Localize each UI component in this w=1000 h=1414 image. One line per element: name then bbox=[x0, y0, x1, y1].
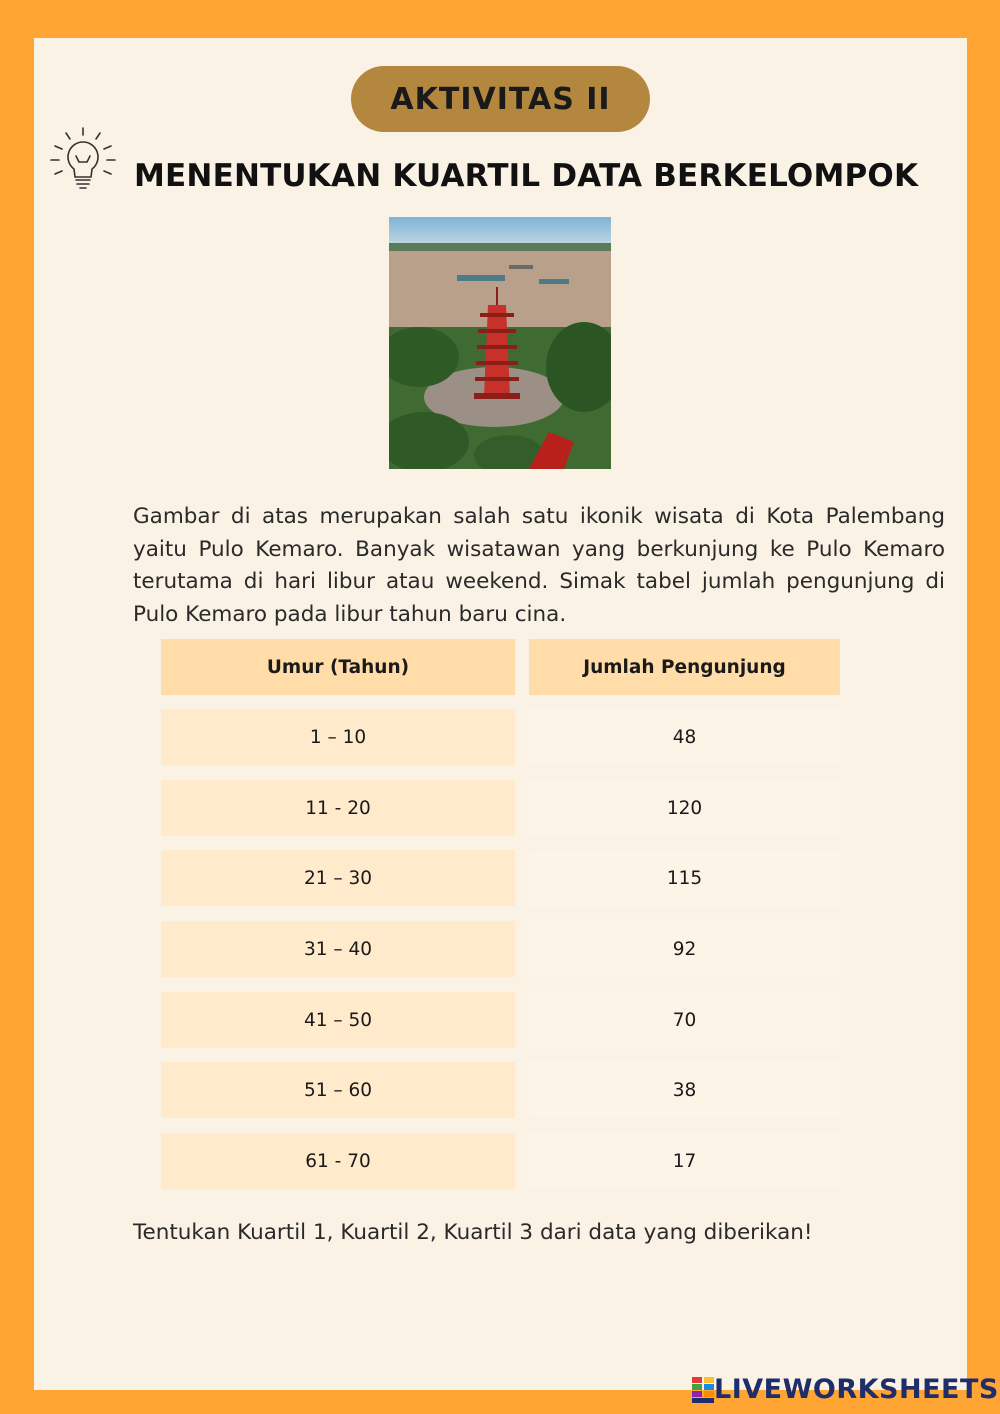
page-title: MENENTUKAN KUARTIL DATA BERKELOMPOK bbox=[134, 158, 919, 194]
table-cell-age: 11 - 20 bbox=[161, 780, 515, 836]
table-cell-age: 21 – 30 bbox=[161, 850, 515, 906]
table-cell-age: 61 - 70 bbox=[161, 1133, 515, 1189]
table-cell-age: 1 – 10 bbox=[161, 709, 515, 765]
liveworksheets-brand[interactable] bbox=[692, 1374, 999, 1405]
table-cell-visitors: 38 bbox=[529, 1062, 840, 1118]
liveworksheets-logo-icon bbox=[692, 1377, 714, 1403]
activity-badge: AKTIVITAS II bbox=[351, 66, 650, 132]
instruction-text: Tentukan Kuartil 1, Kuartil 2, Kuartil 3 dari data yang diberikan! bbox=[133, 1220, 813, 1245]
table-header-visitors: Jumlah Pengunjung bbox=[529, 639, 840, 695]
table-cell-age: 41 – 50 bbox=[161, 992, 515, 1048]
lightbulb-icon bbox=[46, 124, 120, 198]
table-cell-visitors: 115 bbox=[529, 850, 840, 906]
table-cell-visitors: 48 bbox=[529, 709, 840, 765]
table-cell-age: 51 – 60 bbox=[161, 1062, 515, 1118]
table-cell-age: 31 – 40 bbox=[161, 921, 515, 977]
pagoda-photo bbox=[389, 217, 611, 469]
intro-paragraph: Gambar di atas merupakan salah satu ikonik wisata di Kota Palembang yaitu Pulo Kemaro. Banyak wisatawan yang berkunjung ke Pulo Kemaro terutama di hari libur atau weekend. Simak tabel jumlah pengunjung di Pulo Kemaro pada libur tahun baru cina. bbox=[133, 504, 945, 627]
brand-name: LIVEWORKSHEETS bbox=[714, 1374, 999, 1405]
table-header-age: Umur (Tahun) bbox=[161, 639, 515, 695]
table-cell-visitors: 92 bbox=[529, 921, 840, 977]
table-cell-visitors: 17 bbox=[529, 1133, 840, 1189]
table-cell-visitors: 120 bbox=[529, 780, 840, 836]
table-cell-visitors: 70 bbox=[529, 992, 840, 1048]
